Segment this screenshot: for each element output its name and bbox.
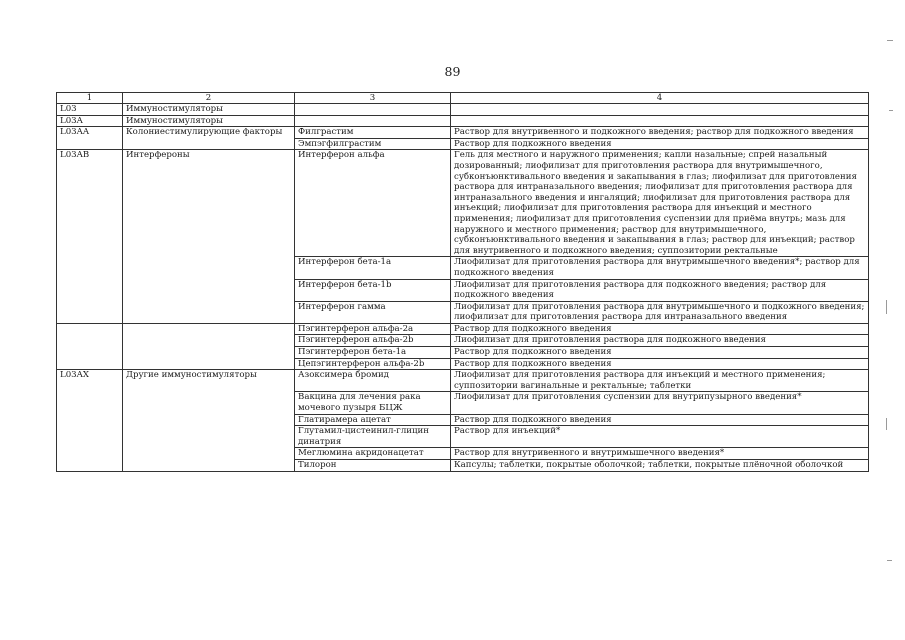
dosage-forms: Раствор для внутривенного и внутримышечного введения*	[451, 448, 869, 460]
drug-name: Пэгинтерферон бета-1a	[295, 347, 451, 359]
group-name	[123, 323, 295, 369]
scan-mark	[889, 110, 893, 111]
scan-mark	[887, 560, 892, 561]
group-name: Колониестимулирующие факторы	[123, 127, 295, 150]
dosage-forms	[451, 115, 869, 127]
group-name: Другие иммуностимуляторы	[123, 370, 295, 471]
drug-name: Тилорон	[295, 460, 451, 472]
atc-code	[57, 323, 123, 369]
scan-mark	[887, 40, 893, 41]
dosage-forms: Лиофилизат для приготовления раствора для подкожного введения	[451, 335, 869, 347]
atc-code: L03AX	[57, 370, 123, 471]
dosage-forms	[451, 104, 869, 116]
drug-name: Цепэгинтерферон альфа-2b	[295, 358, 451, 370]
drug-name	[295, 115, 451, 127]
dosage-forms: Раствор для подкожного введения	[451, 358, 869, 370]
column-header: 3	[295, 93, 451, 104]
table-row	[57, 115, 869, 127]
dosage-forms: Раствор для подкожного введения	[451, 323, 869, 335]
drug-name: Пэгинтерферон альфа-2b	[295, 335, 451, 347]
drug-name: Меглюмина акридонацетат	[295, 448, 451, 460]
scan-mark	[886, 300, 887, 314]
drug-name	[295, 104, 451, 116]
atc-code: L03A	[57, 115, 123, 127]
atc-code: L03AB	[57, 150, 123, 324]
dosage-forms: Лиофилизат для приготовления раствора для инъекций и местного применения; суппозитории вагинальные и ректальные; таблетки	[451, 370, 869, 392]
drug-name: Интерферон бета-1a	[295, 257, 451, 279]
table-row	[57, 127, 869, 139]
dosage-forms: Лиофилизат для приготовления раствора для внутримышечного введения*; раствор для подкожного введения	[451, 257, 869, 279]
drug-name: Пэгинтерферон альфа-2a	[295, 323, 451, 335]
dosage-forms: Раствор для подкожного введения	[451, 347, 869, 359]
table-row	[57, 323, 869, 335]
scan-mark	[886, 418, 887, 430]
column-header: 4	[451, 93, 869, 104]
dosage-forms: Раствор для внутривенного и подкожного введения; раствор для подкожного введения	[451, 127, 869, 139]
drug-name: Глутамил-цистеинил-глицин динатрия	[295, 426, 451, 448]
dosage-forms: Лиофилизат для приготовления суспензии для внутрипузырного введения*	[451, 392, 869, 414]
atc-code: L03	[57, 104, 123, 116]
drug-name: Азоксимера бромид	[295, 370, 451, 392]
dosage-forms: Капсулы; таблетки, покрытые оболочкой; таблетки, покрытые плёночной оболочкой	[451, 460, 869, 472]
drug-name: Интерферон гамма	[295, 301, 451, 323]
drug-name: Глатирамера ацетат	[295, 414, 451, 426]
table-row	[57, 370, 869, 392]
dosage-forms: Гель для местного и наружного применения; капли назальные; спрей назальный дозированный; лиофилизат для приготовления раствора для внутримышечного, субконъюнктивального введения и закапывания в глаз; лиофилизат для приготовления раствора для интраназального введения; лиофилизат для приготовления раствора для интраназального введения и ингаляций; лиофилизат для приготовления раствора для инъекций; лиофилизат для приготовления раствора для инъекций и местного применения; лиофилизат для приготовления суспензии для приёма внутрь; мазь для наружного и местного применения; раствор для внутримышечного, субконъюнктивального введения и закапывания в глаз; раствор для инъекций; раствор для внутривенного и подкожного введения; суппозитории ректальные	[451, 150, 869, 257]
dosage-forms: Лиофилизат для приготовления раствора для внутримышечного и подкожного введения; лиофилизат для приготовления раствора для интраназального введения	[451, 301, 869, 323]
group-name: Иммуностимуляторы	[123, 104, 295, 116]
group-name: Иммуностимуляторы	[123, 115, 295, 127]
dosage-forms: Раствор для инъекций*	[451, 426, 869, 448]
column-header: 2	[123, 93, 295, 104]
group-name: Интерфероны	[123, 150, 295, 324]
table-row	[57, 150, 869, 257]
dosage-forms: Раствор для подкожного введения	[451, 138, 869, 150]
drug-name: Интерферон бета-1b	[295, 279, 451, 301]
dosage-forms: Раствор для подкожного введения	[451, 414, 869, 426]
drug-table	[56, 92, 869, 472]
column-header: 1	[57, 93, 123, 104]
page-number: 89	[444, 64, 461, 79]
drug-name: Вакцина для лечения рака мочевого пузыря БЦЖ	[295, 392, 451, 414]
drug-name: Эмпэгфилграстим	[295, 138, 451, 150]
drug-name: Интерферон альфа	[295, 150, 451, 257]
dosage-forms: Лиофилизат для приготовления раствора для подкожного введения; раствор для подкожного введения	[451, 279, 869, 301]
atc-code: L03AA	[57, 127, 123, 150]
drug-name: Филграстим	[295, 127, 451, 139]
table-row	[57, 104, 869, 116]
table-header-row	[57, 93, 869, 104]
